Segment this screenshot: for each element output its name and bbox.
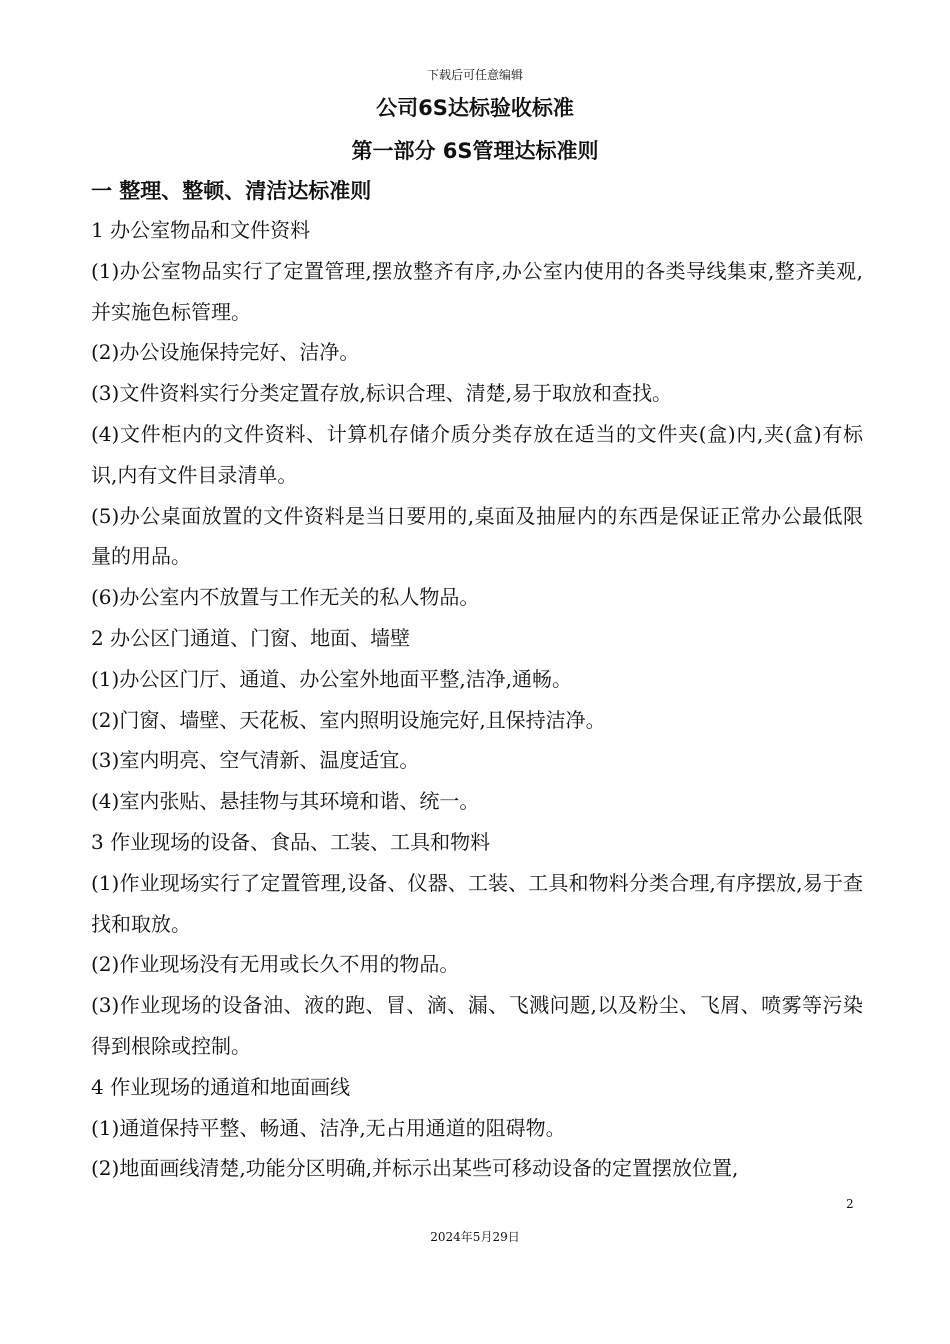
document-subtitle: 第一部分 6S管理达标准则: [351, 139, 599, 163]
group-heading-2: 2 办公区门通道、门窗、地面、墙壁: [91, 625, 411, 650]
group-2-item-4: (4)室内张贴、悬挂物与其环境和谐、统一。: [91, 789, 480, 814]
group-3-item-3: (3)作业现场的设备油、液的跑、冒、滴、漏、飞溅问题,以及粉尘、飞屑、喷雾等污染得到根除或控制。: [91, 993, 863, 1058]
group-3-item-2: (2)作业现场没有无用或长久不用的物品。: [91, 952, 460, 977]
footer-date: 2024年5月29日: [430, 1230, 520, 1244]
group-4-item-2: (2)地面画线清楚,功能分区明确,并标示出某些可移动设备的定置摆放位置,: [91, 1156, 739, 1181]
header-note: 下载后可任意编辑: [426, 68, 523, 82]
group-heading-1: 1 办公室物品和文件资料: [91, 218, 311, 242]
group-2-item-2: (2)门窗、墙壁、天花板、室内照明设施完好,且保持洁净。: [91, 707, 606, 732]
group-2-item-1: (1)办公区门厅、通道、办公室外地面平整,洁净,通畅。: [91, 666, 573, 691]
group-1-item-6: (6)办公室内不放置与工作无关的私人物品。: [91, 585, 480, 610]
group-4-item-1: (1)通道保持平整、畅通、洁净,无占用通道的阻碍物。: [91, 1115, 566, 1140]
group-3-item-1: (1)作业现场实行了定置管理,设备、仪器、工装、工具和物料分类合理,有序摆放,易于查找和取放。: [91, 870, 863, 936]
group-1-item-3: (3)文件资料实行分类定置存放,标识合理、清楚,易于取放和查找。: [91, 381, 673, 406]
group-heading-3: 3 作业现场的设备、食品、工装、工具和物料: [91, 829, 491, 854]
group-1-item-2: (2)办公设施保持完好、洁净。: [91, 340, 360, 365]
document-body: [91, 172, 863, 1189]
group-2-item-3: (3)室内明亮、空气清新、温度适宜。: [91, 748, 420, 773]
page-number: 2: [846, 1197, 854, 1211]
document-title: 公司6S达标验收标准: [376, 96, 574, 120]
section-heading: 一 整理、整顿、清洁达标准则: [91, 179, 372, 203]
group-1-item-1: (1)办公室物品实行了定置管理,摆放整齐有序,办公室内使用的各类导线集束,整齐美观,并实施色标管理。: [91, 258, 863, 324]
group-heading-4: 4 作业现场的通道和地面画线: [91, 1074, 351, 1099]
group-1-item-5: (5)办公桌面放置的文件资料是当日要用的,桌面及抽屉内的东西是保证正常办公最低限量的用品。: [91, 503, 863, 569]
group-1-item-4: (4)文件柜内的文件资料、计算机存储介质分类存放在适当的文件夹(盒)内,夹(盒)有标识,内有文件目录清单。: [91, 421, 863, 487]
